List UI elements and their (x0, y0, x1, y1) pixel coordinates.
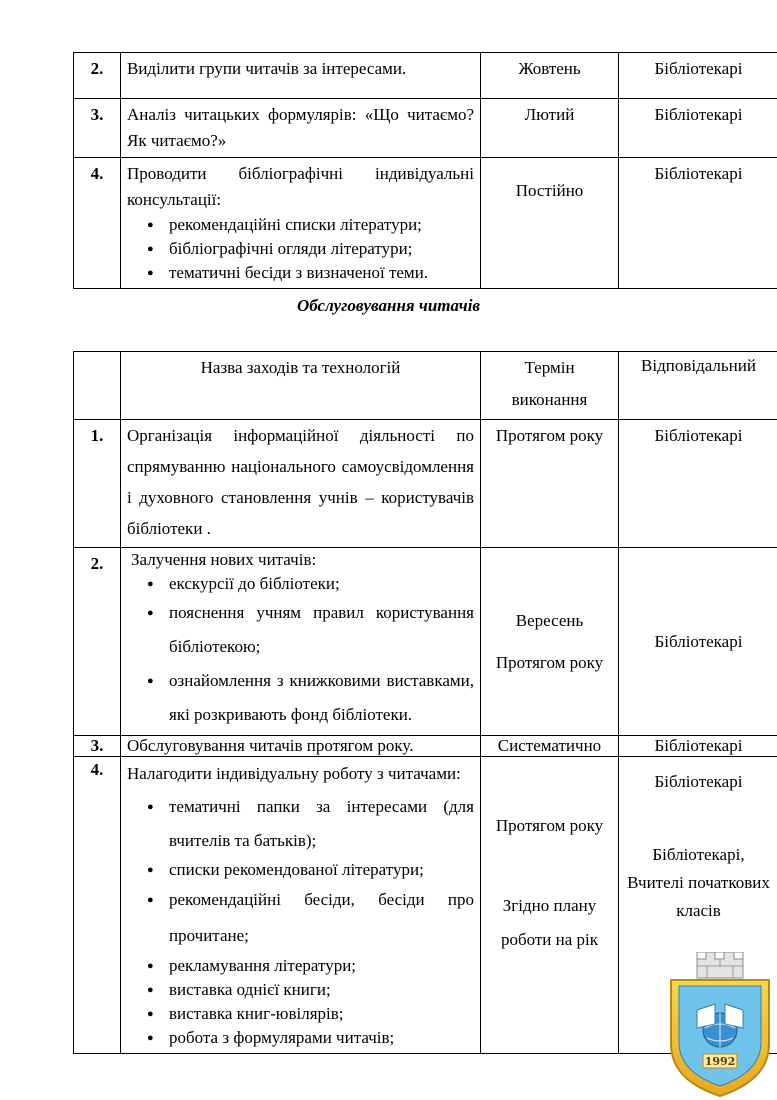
responsible-cell: Бібліотекарі (619, 158, 777, 289)
responsible-cell: Бібліотекарі (619, 736, 777, 757)
list-item: ● списки рекомендованої літератури; (169, 858, 474, 882)
row-number: 2. (74, 548, 121, 736)
term-cell (481, 158, 619, 289)
header-name: Назва заходів та технологій (121, 352, 481, 420)
activity-cell (121, 548, 481, 736)
row-number: 3. (74, 736, 121, 757)
table-row (74, 53, 777, 99)
term-text: Протягом року (495, 816, 604, 835)
term-text: Постійно (515, 181, 584, 200)
list-item: ● тематичні папки за інтересами (для вчителів та батьків); (169, 790, 474, 858)
term-text: Протягом року (495, 652, 604, 672)
activity-cell (121, 158, 481, 289)
activity-text: Залучення нових читачів: (131, 550, 317, 569)
activity-text: Проводити бібліографічні індивідуальні консультації: (127, 164, 474, 209)
bullet-list (127, 790, 474, 1050)
bullet-list (127, 572, 474, 732)
emblem-year: 1992 (704, 1055, 736, 1068)
activity-text: Організація інформаційної діяльності по спрямуванню національного самоусвідомлення і духовного становлення учнів – користувачів бібліотеки . (121, 420, 481, 548)
list-item: ● виставка книг-ювілярів; (169, 1002, 474, 1026)
table-row (74, 548, 777, 736)
responsible-cell: Бібліотекарі (619, 548, 777, 736)
responsible-cell: Бібліотекарі (619, 53, 777, 99)
responsible-text: Бібліотекарі (654, 772, 743, 791)
term-cell (481, 548, 619, 736)
list-item: ● рекомендаційні списки літератури; (169, 213, 474, 237)
header-responsible: Відповідальний (619, 352, 777, 420)
list-item: ● виставка однієї книги; (169, 978, 474, 1002)
activity-cell (121, 757, 481, 1054)
table-header-row (74, 352, 777, 420)
list-item: ● ознайомлення з книжковими виставками, які розкривають фонд бібліотеки. (169, 664, 474, 732)
row-number: 4. (74, 757, 121, 1054)
list-item: ● пояснення учням правил користування бібліотекою; (169, 596, 474, 664)
list-item: ● робота з формулярами читачів; (169, 1026, 474, 1050)
responsible-cell: Бібліотекарі (619, 420, 777, 548)
activity-text: Обслуговування читачів протягом року. (121, 736, 481, 757)
header-num-cell (74, 352, 121, 420)
table-row (74, 158, 777, 289)
term-cell: Протягом року (481, 420, 619, 548)
row-number: 3. (74, 99, 121, 158)
section-heading: Обслуговування читачів (296, 296, 481, 315)
activity-text: Налагодити індивідуальну роботу з читачами: (127, 764, 461, 783)
term-cell: Жовтень (481, 53, 619, 99)
term-cell: Лютий (481, 99, 619, 158)
activity-text: Виділити групи читачів за інтересами. (121, 53, 481, 99)
row-number: 4. (74, 158, 121, 289)
activities-table-continued (73, 52, 777, 289)
header-term: Термін виконання (481, 352, 619, 420)
row-number: 2. (74, 53, 121, 99)
list-item: ● екскурсії до бібліотеки; (169, 572, 474, 596)
school-emblem (667, 952, 773, 1098)
table-row (74, 420, 777, 548)
term-text: Згідно плану роботи на рік (500, 896, 599, 949)
bullet-list (127, 213, 474, 285)
responsible-cell: Бібліотекарі (619, 99, 777, 158)
list-item: ● рекламування літератури; (169, 954, 474, 978)
responsible-text: Бібліотекарі, Вчителі початкових класів (627, 845, 770, 920)
list-item: ● бібліографічні огляди літератури; (169, 237, 474, 261)
list-item: ● рекомендаційні бесіди, бесіди про прочитане; (169, 882, 474, 954)
term-text: Вересень (515, 610, 584, 630)
row-number: 1. (74, 420, 121, 548)
list-item: ● тематичні бесіди з визначеної теми. (169, 261, 474, 285)
activity-text: Аналіз читацьких формулярів: «Що читаємо? Як читаємо?» (121, 99, 481, 158)
castle-tower (697, 952, 743, 978)
term-cell (481, 757, 619, 1054)
term-cell: Систематично (481, 736, 619, 757)
table-row (74, 99, 777, 158)
reader-service-table (73, 351, 777, 1054)
table-row (74, 736, 777, 757)
